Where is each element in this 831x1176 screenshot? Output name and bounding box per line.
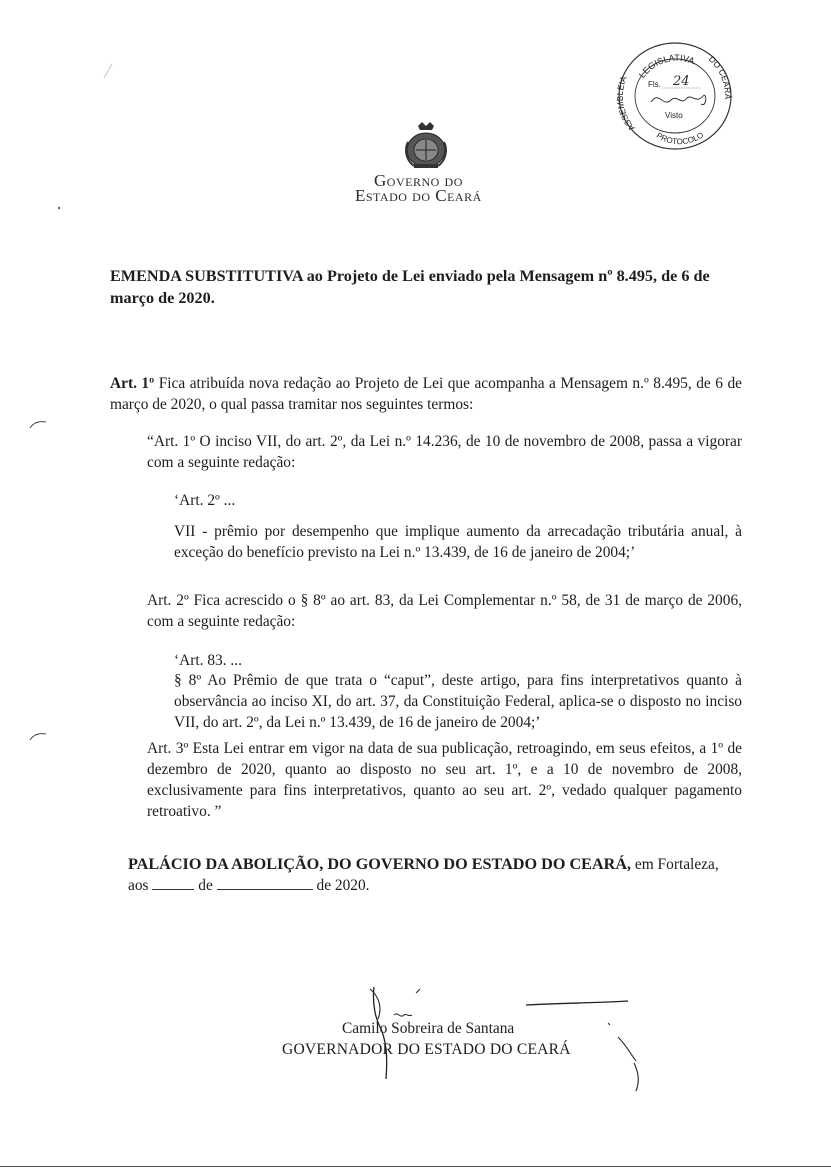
signer-title: GOVERNADOR DO ESTADO DO CEARÁ <box>282 1041 571 1058</box>
closing-statement <box>128 853 742 876</box>
header-line-governo: Governo do <box>374 171 463 190</box>
date-aos: aos <box>128 877 149 894</box>
stamp-fls-value: 24 <box>673 74 690 89</box>
quoted-inciso-vii: VII - prêmio por desempenho que implique aumento da arrecadação tributária anual, à exceção do benefício previsto na Lei n.º 13.439, de 16 de janeiro de 2004;’ <box>174 523 742 561</box>
article-1-label: Art. 1º <box>110 375 155 392</box>
protocol-stamp <box>615 38 735 153</box>
margin-mark <box>28 418 48 432</box>
closing-palace: PALÁCIO DA ABOLIÇÃO, DO GOVERNO DO ESTADO DO CEARÁ, <box>128 855 632 873</box>
signer-name: Camilo Sobreira de Santana <box>342 1020 515 1037</box>
date-year: de 2020. <box>316 877 370 894</box>
stamp-bottom-arc: PROTOCOLO <box>654 130 706 147</box>
header-line-estado: Estado do Ceará <box>355 186 482 205</box>
state-crest-icon <box>400 120 452 172</box>
article-3: Art. 3º Esta Lei entrar em vigor na data de sua publicação, retroagindo, em seus efeitos, a 1º de dezembro de 2020, quanto ao disposto no seu art. 1º, e a 10 de novembro de 2008, exclusivamente para fins interpretativos, quanto ao seu art. 2º, vedado qualquer pagamento retroativo. ” <box>147 740 742 820</box>
quoted-article-1: “Art. 1º O inciso VII, do art. 2º, da Lei n.º 14.236, de 10 de novembro de 2008, passa a vigorar com a seguinte redação: <box>147 433 742 471</box>
date-day-blank <box>152 875 194 890</box>
scan-speck <box>56 205 62 211</box>
document-heading: EMENDA SUBSTITUTIVA ao Projeto de Lei enviado pela Mensagem nº 8.495, de 6 de março de 2020. <box>110 267 710 307</box>
stamp-signature-scribble <box>651 95 706 104</box>
quoted-art-2-heading: ‘Art. 2º ... <box>174 492 236 509</box>
scan-bottom-edge <box>0 1166 831 1167</box>
article-2: Art. 2º Fica acrescido o § 8º ao art. 83, da Lei Complementar n.º 58, de 31 de março de 2006, com a seguinte redação: <box>147 592 742 630</box>
stamp-visto-label: Visto <box>665 111 683 120</box>
date-month-blank <box>217 875 313 890</box>
article-1-text: Fica atribuída nova redação ao Projeto de Lei que acompanha a Mensagem n.º 8.495, de 6 de março de 2020, o qual passa tramitar nos seguintes termos: <box>110 375 742 413</box>
quoted-paragraph-8: § 8º Ao Prêmio de que trata o “caput”, deste artigo, para fins interpretativos quanto à observância ao inciso XI, do art. 37, da Constituição Federal, aplica-se o disposto no inciso VII, do art. 2º, da Lei n.º 13.439, de 16 de janeiro de 2004;’ <box>174 672 742 731</box>
article-1 <box>110 373 742 415</box>
quoted-art-83-heading: ‘Art. 83. ... <box>174 652 242 669</box>
scan-speck <box>100 62 116 82</box>
stamp-right-arc: DO CEARÁ <box>706 53 733 100</box>
stamp-top-arc: LEGISLATIVA <box>636 52 697 80</box>
closing-location: em Fortaleza, <box>631 856 719 873</box>
stamp-left-arc: ASSEMBLEIA <box>615 74 637 134</box>
stamp-fls-label: Fls. <box>648 80 661 89</box>
margin-mark <box>28 730 48 744</box>
date-de: de <box>198 877 213 894</box>
date-line <box>128 875 370 895</box>
